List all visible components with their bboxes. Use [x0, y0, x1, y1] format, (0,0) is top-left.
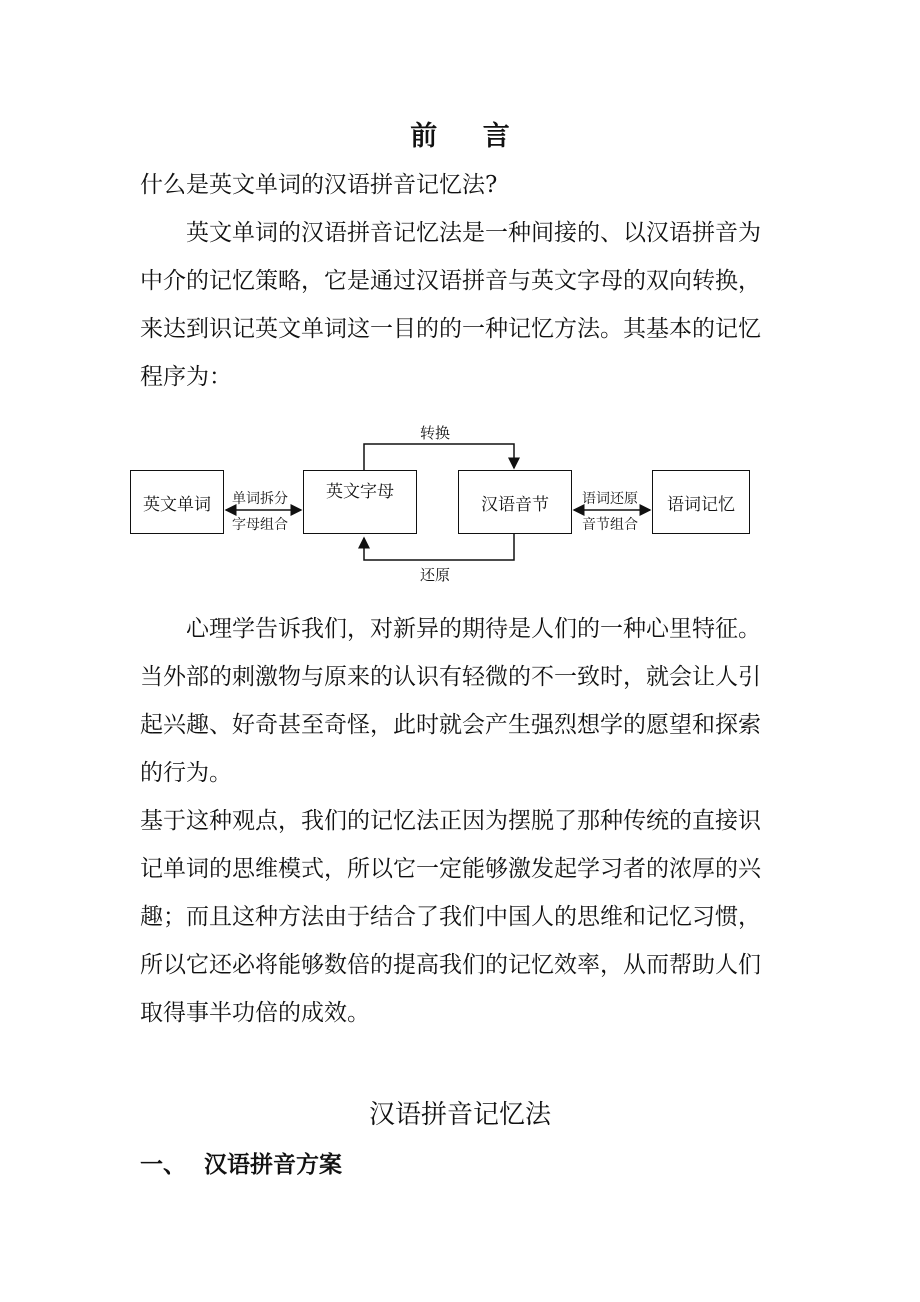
- paragraph-line: 当外部的刺激物与原来的认识有轻微的不一致时，就会让人引: [140, 664, 761, 690]
- paragraph-line: 中介的记忆策略，它是通过汉语拼音与英文字母的双向转换，: [140, 268, 761, 294]
- paragraph-line: 记单词的思维模式，所以它一定能够激发起学习者的浓厚的兴: [140, 856, 761, 882]
- memory-process-diagram: [128, 418, 768, 598]
- subsection-number: 一、: [140, 1152, 186, 1178]
- restore-arrow: [364, 534, 514, 560]
- section-heading: 汉语拼音记忆法: [368, 1100, 551, 1130]
- subsection-heading: [140, 1146, 342, 1179]
- paragraph-line: 趣；而且这种方法由于结合了我们中国人的思维和记忆习惯，: [140, 904, 761, 930]
- english-letters-box: 英文字母: [303, 470, 417, 534]
- split-label: 单词拆分: [232, 491, 288, 507]
- english-word-box: 英文单词: [130, 470, 224, 534]
- paragraph-line: 心理学告诉我们，对新异的期待是人们的一种心里特征。: [186, 616, 761, 642]
- pinyin-syllable-box: 汉语音节: [458, 470, 572, 534]
- page-title: 前 言: [410, 121, 528, 152]
- letter-combine-label: 字母组合: [232, 517, 288, 533]
- paragraph-line: 来达到识记英文单词这一目的的一种记忆方法。其基本的记忆: [140, 316, 761, 342]
- paragraph-line: 所以它还必将能够数倍的提高我们的记忆效率，从而帮助人们: [140, 952, 761, 978]
- paragraph-line: 取得事半功倍的成效。: [140, 1000, 370, 1026]
- word-restore-label: 语词还原: [582, 491, 638, 507]
- paragraph-line: 基于这种观点，我们的记忆法正因为摆脱了那种传统的直接识: [140, 808, 761, 834]
- paragraph-line: 起兴趣、好奇甚至奇怪，此时就会产生强烈想学的愿望和探索: [140, 712, 761, 738]
- question-line: 什么是英文单词的汉语拼音记忆法?: [140, 172, 498, 198]
- paragraph-line: 程序为：: [140, 364, 232, 390]
- subsection-title: 汉语拼音方案: [204, 1152, 342, 1178]
- convert-arrow: [364, 444, 514, 470]
- paragraph-line: 英文单词的汉语拼音记忆法是一种间接的、以汉语拼音为: [186, 220, 761, 246]
- paragraph-line: 的行为。: [140, 760, 232, 786]
- syllable-combine-label: 音节组合: [582, 517, 638, 533]
- word-memory-box: 语词记忆: [652, 470, 750, 534]
- convert-label: 转换: [420, 424, 451, 442]
- restore-label: 还原: [420, 566, 451, 584]
